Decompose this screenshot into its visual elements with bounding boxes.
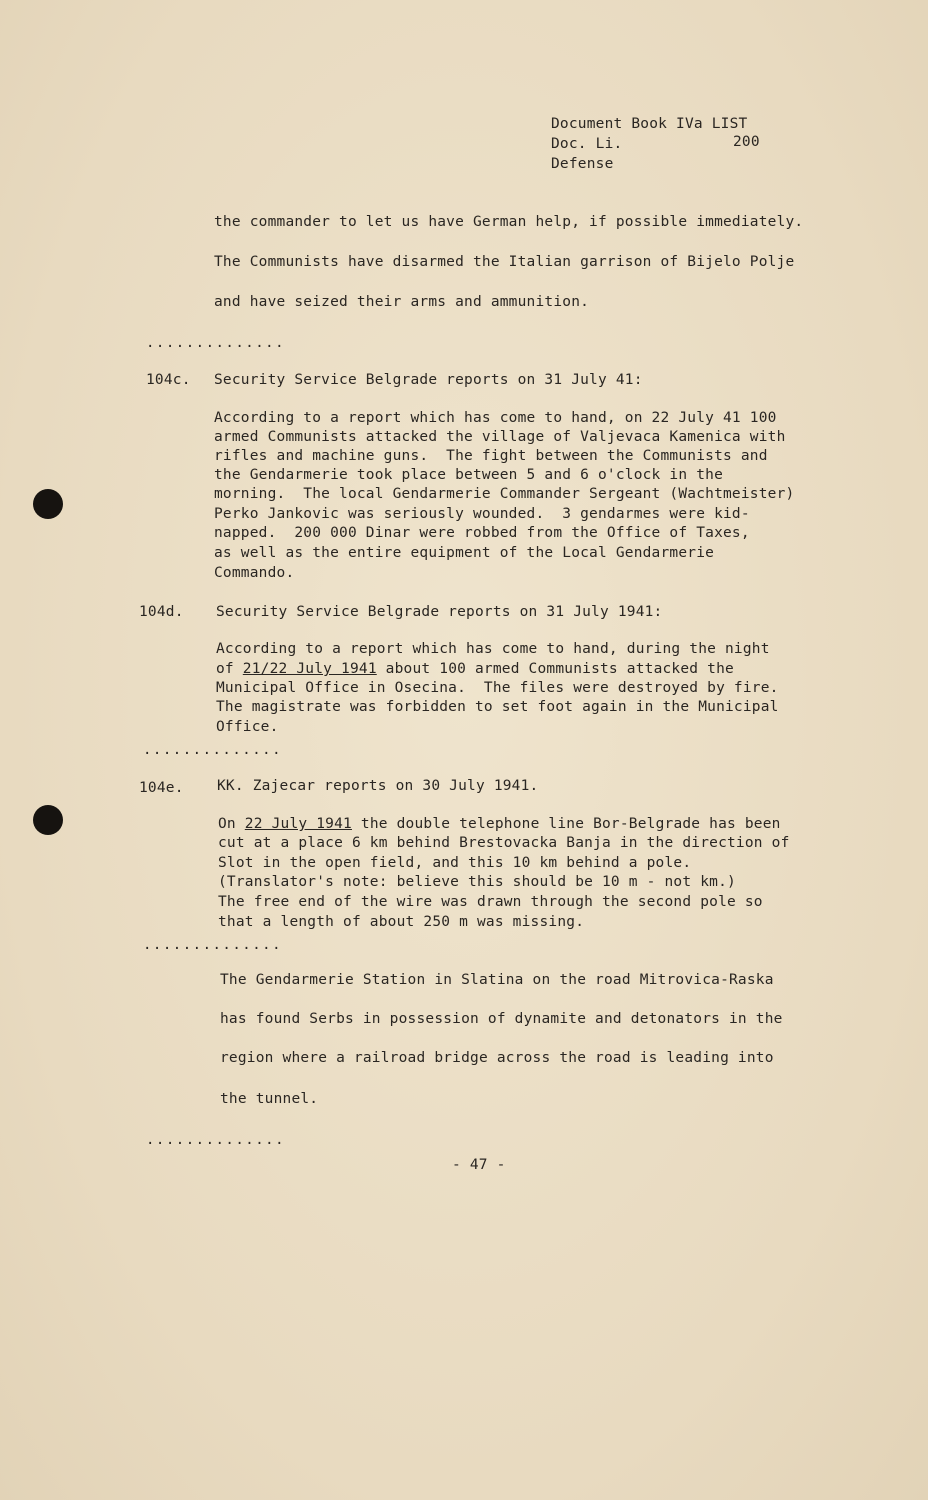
section-line: Office. bbox=[216, 719, 279, 735]
section-line: morning. The local Gendarmerie Commander Sergeant (Wachtmeister) bbox=[214, 486, 795, 502]
section-line: (Translator's note: believe this should be 10 m - not km.) bbox=[218, 874, 736, 890]
final-line: region where a railroad bridge across the road is leading into bbox=[220, 1050, 774, 1066]
section-line: Commando. bbox=[214, 565, 295, 581]
section-title: Security Service Belgrade reports on 31 July 41: bbox=[214, 372, 643, 388]
separator: .............. bbox=[146, 1132, 286, 1148]
underlined-date: 21/22 July 1941 bbox=[242, 661, 377, 677]
section-line: The free end of the wire was drawn through the second pole so bbox=[218, 894, 763, 910]
separator: .............. bbox=[143, 937, 283, 953]
section-line: According to a report which has come to hand, during the night bbox=[216, 641, 770, 657]
section-line: Slot in the open field, and this 10 km behind a pole. bbox=[218, 855, 692, 871]
section-line: as well as the entire equipment of the Local Gendarmerie bbox=[214, 545, 715, 561]
intro-line: and have seized their arms and ammunition. bbox=[214, 294, 590, 310]
header-doc-label: Doc. Li. bbox=[551, 136, 623, 152]
underlined-date: 22 July 1941 bbox=[244, 816, 352, 832]
separator: .............. bbox=[146, 335, 286, 351]
header-doc-number: 200 bbox=[733, 134, 760, 150]
section-line: The magistrate was forbidden to set foot again in the Municipal bbox=[216, 699, 779, 715]
intro-line: The Communists have disarmed the Italian garrison of Bijelo Polje bbox=[214, 254, 795, 270]
section-line: On 22 July 1941 the double telephone line Bor-Belgrade has been bbox=[218, 816, 781, 832]
punch-hole-upper bbox=[33, 489, 63, 519]
section-line: the Gendarmerie took place between 5 and 6 o'clock in the bbox=[214, 467, 723, 483]
section-title: Security Service Belgrade reports on 31 July 1941: bbox=[216, 604, 663, 620]
final-line: has found Serbs in possession of dynamite and detonators in the bbox=[220, 1011, 783, 1027]
section-line: armed Communists attacked the village of Valjevaca Kamenica with bbox=[214, 429, 786, 445]
section-line: of 21/22 July 1941 about 100 armed Communists attacked the bbox=[216, 661, 734, 677]
section-line: According to a report which has come to hand, on 22 July 41 100 bbox=[214, 410, 777, 426]
section-line: napped. 200 000 Dinar were robbed from the Office of Taxes, bbox=[214, 525, 750, 541]
final-line: the tunnel. bbox=[220, 1091, 319, 1107]
section-line: Perko Jankovic was seriously wounded. 3 gendarmes were kid- bbox=[214, 506, 750, 522]
section-line: rifles and machine guns. The fight between the Communists and bbox=[214, 448, 768, 464]
header-defense: Defense bbox=[551, 156, 614, 172]
section-number: 104d. bbox=[139, 604, 184, 620]
header-document-book: Document Book IVa LIST bbox=[551, 116, 748, 132]
section-line: that a length of about 250 m was missing. bbox=[218, 914, 585, 930]
final-line: The Gendarmerie Station in Slatina on the road Mitrovica-Raska bbox=[220, 972, 774, 988]
punch-hole-lower bbox=[33, 805, 63, 835]
separator: .............. bbox=[143, 742, 283, 758]
page-number: - 47 - bbox=[452, 1157, 506, 1173]
section-title: KK. Zajecar reports on 30 July 1941. bbox=[217, 778, 539, 794]
section-line: Municipal Office in Osecina. The files were destroyed by fire. bbox=[216, 680, 779, 696]
section-number: 104c. bbox=[146, 372, 191, 388]
intro-line: the commander to let us have German help, if possible immediately. bbox=[214, 214, 804, 230]
section-line: cut at a place 6 km behind Brestovacka Banja in the direction of bbox=[218, 835, 790, 851]
section-number: 104e. bbox=[139, 780, 184, 796]
